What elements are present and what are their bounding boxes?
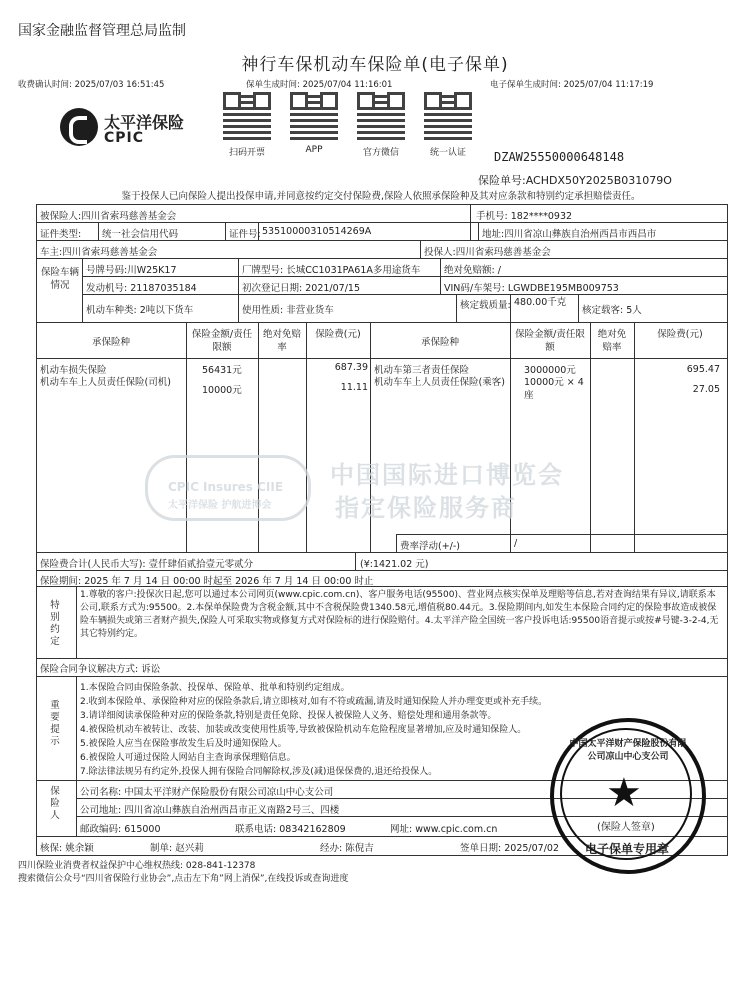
notice-item: 6.被保险人可通过保险人网站自主查询承保理赔信息。 — [80, 753, 296, 763]
mobile-field: 手机号: 182****0932 — [476, 211, 573, 222]
logo-cn: 太平洋保险 — [104, 113, 185, 132]
applicant-field: 投保人:四川省索玛慈善基金会 — [424, 247, 551, 258]
qr-app-icon[interactable] — [290, 92, 338, 140]
qr-auth-icon[interactable] — [424, 92, 472, 140]
vehicle-section-label: 保险车辆情况 — [40, 267, 79, 291]
coverage-right-premium-1: 27.05 — [692, 384, 720, 395]
epolicy-gen-time: 电子保单生成时间: 2025/07/04 11:17:19 — [490, 80, 654, 90]
vin-field: VIN码/车架号: LGWDBE195MB009753 — [444, 283, 619, 294]
notice-label: 重要提示 — [50, 700, 60, 747]
document-code: DZAW25550000648148 — [494, 150, 625, 164]
prepare-field: 制单: 赵兴莉 — [150, 843, 204, 854]
coverage-left-name-0: 机动车损失保险 — [40, 365, 107, 376]
notice-item: 3.请详细阅读承保险种对应的保险条款,特别是责任免除、投保人被保险人义务、赔偿处理和通用条款等。 — [80, 711, 497, 721]
coverage-right-amount-0: 3000000元 — [524, 365, 576, 376]
seal-bar-text: 电子保单专用章 — [585, 842, 670, 856]
cpic-logo — [60, 108, 220, 152]
coverage-left-premium-1: 11.11 — [340, 382, 368, 393]
insurer-address: 公司地址: 四川省凉山彝族自治州西昌市正义南路2号三、四楼 — [80, 805, 340, 816]
header-amount-right: 保险金额/责任限额 — [515, 329, 585, 353]
sign-date-field: 签单日期: 2025/07/02 — [460, 843, 559, 854]
insurer-zip: 邮政编码: 615000 — [80, 824, 161, 835]
cert-no-label: 证件号: — [229, 229, 261, 240]
header-item-left: 承保险种 — [91, 337, 130, 348]
qr-wechat-icon[interactable] — [357, 92, 405, 140]
seal-ring-text: 中国太平洋财产保险股份有限公司凉山中心支公司 — [569, 739, 687, 762]
coverage-right-premium-0: 695.47 — [686, 364, 720, 375]
special-text: 1.尊敬的客户:投保次日起,您可以通过本公司网页(www.cpic.com.cn)、客户服务电话(95500)、营业网点核实保单及理赔等信息,若对查询结果有异议,请联系本公司,联系方式为:95500。2.本保单保险费为含税金额,其中不含税保险费1340.58元,增值税80.44元。3.保险期间内,如发生本保险合同约定的保险事故造成被保险车辆损失或第三者财产损失,保险人可采取实物或修复方式对保险标的进行保险赔付。4.太平洋产险全国统一客户投诉电话:95500语音提示或按#号键-3-2-4,无其它特别约定。 — [80, 590, 719, 639]
verify-field: 核保: 姚余颖 — [40, 843, 94, 854]
qr-auth-label: 统一认证 — [429, 148, 466, 158]
notice-item: 1.本保险合同由保险条款、投保单、保险单、批单和特别约定组成。 — [80, 683, 350, 693]
ciie-watermark-logo: CPIC Insures CIIE 太平洋保险 护航进博会 — [145, 455, 311, 521]
address-field: 地址:四川省凉山彝族自治州西昌市西昌市 — [482, 229, 657, 240]
float-label: 费率浮动(+/-) — [400, 541, 461, 552]
insurance-period: 保险期间: 2025 年 7 月 14 日 00:00 时起至 2026 年 7 月 14 日 00:00 时止 — [40, 576, 374, 587]
ciie-watermark — [140, 450, 620, 530]
star-icon: ★ — [606, 770, 642, 816]
policy-number: 保险单号:ACHDX50Y2025B031079O — [478, 174, 672, 187]
cert-type-label: 证件类型: — [40, 229, 82, 240]
qr-wechat-label: 官方微信 — [362, 148, 399, 158]
seats-field: 核定载客: 5人 — [582, 305, 642, 316]
header-amount-left: 保险金额/责任限额 — [191, 329, 253, 353]
coverage-right-amount-1: 10000元 × 4座 — [524, 377, 584, 401]
header-item-right: 承保险种 — [420, 337, 459, 348]
insurer-label: 保险人 — [50, 786, 60, 821]
seal-sign-label: (保险人签章) — [597, 822, 655, 833]
special-label: 特别约定 — [50, 600, 60, 647]
coverage-left-name-1: 机动车车上人员责任保险(司机) — [40, 377, 171, 388]
qr-invoice-icon[interactable] — [223, 92, 271, 140]
header-deductible-right: 绝对免赔率 — [597, 329, 627, 353]
engine-field: 发动机号: 21187035184 — [86, 283, 197, 294]
insured-row: 被保险人:四川省索玛慈善基金会 — [40, 211, 177, 222]
cpic-logo-icon — [60, 108, 98, 146]
intro-text: 鉴于投保人已向保险人提出投保申请,并同意按约定交付保险费,保险人依照承保险种及其对应条款和特别约定承担赔偿责任。 — [121, 191, 641, 202]
page-title: 神行车保机动车保险单(电子保单) — [241, 55, 509, 75]
cert-type-value: 统一社会信用代码 — [102, 229, 179, 240]
header-premium-left: 保险费(元) — [315, 329, 361, 340]
qr-app-label: APP — [305, 145, 323, 155]
watermark-cn1: 中国国际进口博览会 — [330, 461, 564, 489]
deductible-field: 绝对免赔额: / — [444, 265, 501, 276]
dispute-method: 保险合同争议解决方式: 诉讼 — [40, 664, 161, 675]
usage-field: 使用性质: 非营业货车 — [242, 305, 334, 316]
reg-date-field: 初次登记日期: 2021/07/15 — [242, 283, 360, 294]
float-value: / — [514, 538, 518, 549]
policy-gen-time: 保单生成时间: 2025/07/04 11:16:01 — [246, 80, 393, 90]
receipt-time: 收费确认时间: 2025/07/03 16:51:45 — [18, 80, 165, 90]
footer-hotline: 四川保险业消费者权益保护中心维权热线: 028-841-12378 — [18, 861, 256, 871]
insurer-phone: 联系电话: 08342162809 — [235, 824, 346, 835]
supervisor-text: 国家金融监督管理总局监制 — [18, 23, 186, 39]
header-premium-right: 保险费(元) — [657, 329, 703, 340]
coverage-left-amount-1: 10000元 — [202, 385, 242, 396]
watermark-cn2: 指定保险服务商 — [335, 494, 517, 522]
qr-invoice-label: 扫码开票 — [228, 148, 265, 158]
load-label: 核定载质量: — [460, 300, 511, 311]
brand-field: 厂牌型号: 长城CC1031PA61A多用途货车 — [242, 265, 421, 276]
premium-total-label: 保险费合计(人民币大写): 壹仟肆佰贰拾壹元零贰分 — [40, 559, 254, 570]
logo-en: CPIC — [104, 130, 145, 146]
cert-no-value: 53510000310514269A — [262, 226, 372, 237]
plate-field: 号牌号码:川W25K17 — [86, 265, 177, 276]
insurer-web: 网址: www.cpic.com.cn — [390, 824, 498, 835]
coverage-right-name-1: 机动车车上人员责任保险(乘客) — [374, 377, 505, 388]
notice-item: 4.被保险机动车被转让、改装、加装或改变使用性质等,导致被保险机动车危险程度显著增加,应及时通知保险人。 — [80, 725, 527, 735]
handler-field: 经办: 陈倪吉 — [320, 843, 374, 854]
header-deductible-left: 绝对免赔率 — [262, 329, 301, 353]
owner-field: 车主:四川省索玛慈善基金会 — [40, 247, 158, 258]
coverage-right-name-0: 机动车第三者责任保险 — [374, 365, 470, 376]
load-value: 480.00千克 — [514, 297, 567, 308]
notice-item: 5.被保险人应当在保险事故发生后及时通知保险人。 — [80, 739, 287, 749]
notice-item: 2.收到本保险单、承保险种对应的保险条款后,请立即核对,如有不符或疏漏,请及时通知保险人并办理变更或补充手续。 — [80, 697, 548, 707]
coverage-left-premium-0: 687.39 — [334, 362, 368, 373]
notice-item: 7.除法律法规另有约定外,投保人拥有保险合同解除权,涉及(减)退保保费的,退还给投保人。 — [80, 767, 438, 777]
footer-wechat: 搜索微信公众号“四川省保险行业协会”,点击左下角”网上消保”,在线投诉或查询进度 — [18, 874, 349, 884]
vehicle-type-field: 机动车种类: 2吨以下货车 — [86, 305, 194, 316]
insurer-name: 公司名称: 中国太平洋财产保险股份有限公司凉山中心支公司 — [80, 787, 334, 798]
coverage-left-amount-0: 56431元 — [202, 365, 242, 376]
premium-total-amount: (¥:1421.02 元) — [360, 559, 429, 570]
